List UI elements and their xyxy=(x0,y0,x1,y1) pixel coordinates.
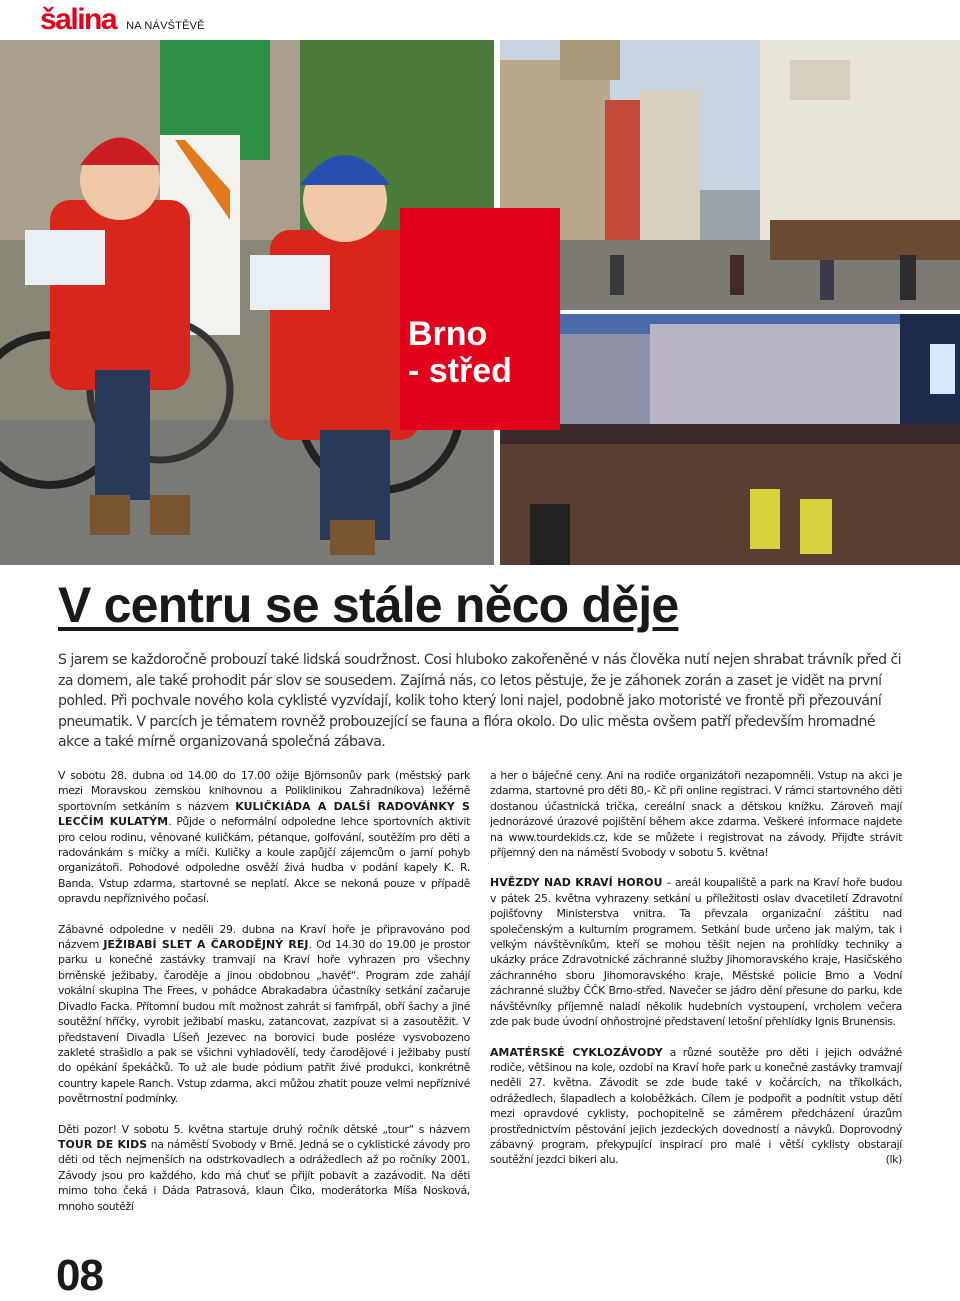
paragraph-kulickiada: V sobotu 28. dubna od 14.00 do 17.00 ožije Björnsonův park (městský park mezi Moravskou zemskou knihovnou a Poliklinikou Zahradníkova) ležérně sportovním setkáním s názvem KULIČKIÁDA A DALŠÍ RADOVÁNKY S LECČÍM KULATÝM. Půjde o neformální odpoledne lehce sportovních aktivit pro celou rodinu, věnované kuličkám, pétanque, golfování, soutěžím pro děti a radovánkám s míčky a míči. Kuličky a koule zapůjčí zájemcům o jarní pohyb organizátoři. Pohodové odpoledne osvěží živá hudba v podání kapely K. R. Banda. Vstup zdarma, startovné se neplatí. Akce se nekoná pouze v případě opravdu nepříznivého počasí. xyxy=(58,769,471,906)
paragraph-tour-de-kids-cont: a her o báječné ceny. Ani na rodiče organizátoři nezapomněli. Vstup na akci je zdarma, startovné pro děti 80,- Kč při online registraci. V rámci startovného děti dostanou účastnická trička, cereální snack a dětskou knížku. Zároveň mají jednorázové úrazové pojištění během akce zdarma. Veškeré informace najdete na www.tourdekids.cz, kde se můžete i registrovat na závody. Přijďte strávit příjemný den na náměstí Svobody v sobotu 5. května! xyxy=(490,769,902,860)
event-name-kulickiada: KULIČKIÁDA A DALŠÍ RADOVÁNKY S LECČÍM KULATÝM xyxy=(58,799,470,829)
photo-night-crowd xyxy=(500,314,960,565)
article-lead: S jarem se každoročně probouzí také lidská soudržnost. Cosi hluboko zakořeněné v nás člověka nutí nejen shrabat trávník před či za domem, ale také prohodit pár slov se sousedem. Zajímá nás, co letos pěstuje, že je záhonek zorán a zaset je vidět na první pohled. Při pochvale nového kola cyklisté vyzvídají, kolik toho který loni najel, podobně jako motoristé ve frontě při přezouvání pneumatik. V parcích je tématem rovněž probouzející se fauna a flóra okolo. Do ulic města ovšem patří především hromadné akce a také mírně organizovaná společná zábava. xyxy=(58,652,902,750)
masthead xyxy=(40,4,205,36)
event-name-cyklozavody: AMATÉRSKÉ CYKLOZÁVODY xyxy=(490,1045,663,1059)
paragraph-hvezdy: HVĚZDY NAD KRAVÍ HOROU – areál koupaliště a park na Kraví hoře budou v pátek 25. května vyhrazeny setkání u příležitosti oslav dvacetiletí Zdravotní pojišťovny Ministerstva vnitra. Ta převzala organizační záštitu nad společenským a kulturním programem. Setkání bude určeno jak malým, tak i velkým návštěvníkům, kteří se mohou těšit nejen na prohlídky techniky a ukázky práce Zdravotnické záchranné služby Jihomoravského kraje, Hasičského záchranného sboru Jihomoravského kraje, Městské policie Brno a Vodní záchranné služby ČČK Brno-střed. Navečer se jádro dění přesune do parku, kde návštěvníky příjemně naladí několik hudebních vystoupení, vrcholem večera zde pak bude úvodní ohňostrojné představení letošní přehlídky Ignis Brunensis. xyxy=(490,876,902,1029)
photo-city-square-market xyxy=(500,40,960,310)
paragraph-jezibabi-slet: Zábavné odpoledne v neděli 29. dubna na Kraví hoře je připravováno pod názvem JEŽIBABÍ SLET A ČARODĚJNÝ REJ. Od 14.30 do 19.00 je prostor parku u konečné zastávky tramvají na Kraví hoře vyhrazen pro všechny brněnské ježibaby, čaroděje a jinou obdobnou „havěť“. Program zde zahájí vokální skupina The Frees, v pohádce Abrakadabra účastníky setkání začaruje Divadlo Facka. Přítomní budou mít možnost zahrát si famfrpál, obří šachy a jiné soutěžní hříčky, vyrobit ježibabí masku, zatancovat, zazpívat si a zasoutěžit. V představení Divadla Líšeň Jezevec na borovici bude posléze vysvobozeno zakleté strašidlo a pak se všichni vyhladovělí, tedy čarodějové i ježibaby pustí do opékání špekáčků. To už ale bude pódium patřit živé produkci, konkrétně country kapele Ranch. Vstup zdarma, akci můžou zhatit pouze velmi nepříznivé povětrnostní podmínky. xyxy=(58,922,471,1106)
page-number: 08 xyxy=(56,1251,103,1300)
event-name-hvezdy: HVĚZDY NAD KRAVÍ HOROU xyxy=(490,876,663,890)
salina-logo: šalina xyxy=(40,3,117,36)
author-signature: (lk) xyxy=(885,1153,902,1167)
event-name-jezibabi-slet: JEŽIBABÍ SLET A ČARODĚJNÝ REJ xyxy=(103,938,309,952)
paragraph-tour-de-kids: Děti pozor! V sobotu 5. května startuje druhý ročník dětské „tour“ s názvem TOUR DE KIDS na náměstí Svobody v Brně. Jedná se o cyklistické závody pro děti od těch nejmenších na odstrkovadlech a odrážedlech až po ročníky 2001. Závody jsou pro každého, kdo má chuť se přijít pobavit a zazávodit. Na děti mimo toho čeká i Dáda Patrasová, klaun Čiko, moderátorka Míša Nosková, mnoho soutěží xyxy=(58,1122,470,1213)
event-name-tour-de-kids: TOUR DE KIDS xyxy=(58,1137,148,1151)
paragraph-cyklozavody: AMATÉRSKÉ CYKLOZÁVODY a různé soutěže pro děti i jejich odvážné rodiče, většinou na kole, ozdobí na Kraví hoře park u konečné zastávky tramvají neděli 27. května. Závodit se zde bude také v kočárcích, na tříkolkách, odrážedlech, šlapadlech a koloběžkách. Cílem je podpořit a podnítit vstup dětí mezi opravdové cyklisty, pochopitelně se záměrem předcházení úrazům prostřednictvím pěstování jejich jezdeckých dovedností a návyků. Doprovodný zábavný program, překypující inspirací pro malé i větší cyklisty obstarají soutěžní jezdci bikeri alu. (lk) xyxy=(490,1045,902,1167)
section-title-box xyxy=(400,208,560,430)
section-title: Brno - střed xyxy=(408,315,512,390)
article-headline: V centru se stále něco děje xyxy=(58,577,679,633)
article-column-right xyxy=(490,768,902,1183)
section-label: NA NÁVŠTĚVĚ xyxy=(126,20,205,32)
article-column-left xyxy=(58,768,470,1229)
